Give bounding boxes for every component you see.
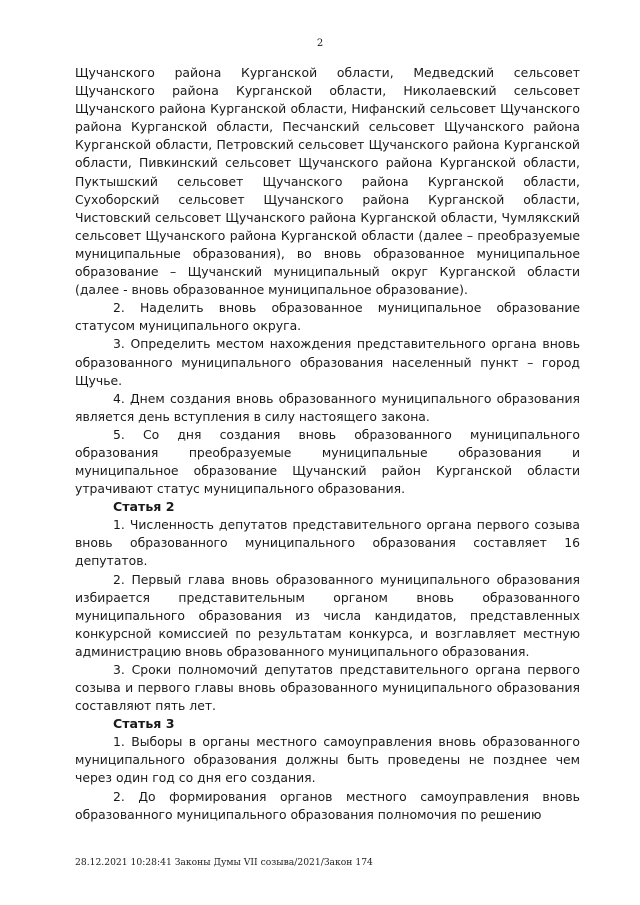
article1-item: 4. Днем создания вновь образованного муниципального образования является день вступления в силу настоящего закона. xyxy=(75,390,580,424)
article1-item: 3. Определить местом нахождения представительного органа вновь образованного муниципального образования населенный пункт – город Щучье. xyxy=(75,336,580,388)
document-body xyxy=(75,64,580,824)
article1-continuation-paragraph: Щучанского района Курганской области, Медведский сельсовет Щучанского района Курганской области, Николаевский сельсовет Щучанского района Курганской области, Нифанский сельсовет Щучанского района Курганской области, Песчанский сельсовет Щучанского района Курганской области, Петровский сельсовет Щучанского района Курганской области, Пивкинский сельсовет Щучанского района Курганской области, Пуктышский сельсовет Щучанского района Курганской области, Сухоборский сельсовет Щучанского района Курганской области, Чистовский сельсовет Щучанского района Курганской области, Чумлякский сельсовет Щучанского района Курганской области (далее – преобразуемые муниципальные образования), во вновь образованное муниципальное образование – Щучанский муниципальный округ Курганской области (далее - вновь образованное муниципальное образование). xyxy=(75,65,580,298)
page-number: 2 xyxy=(316,38,324,49)
article2-item: 3. Сроки полномочий депутатов представительного органа первого созыва и первого главы вновь образованного муниципального образования составляют пять лет. xyxy=(75,662,580,714)
article2-item: 2. Первый глава вновь образованного муниципального образования избирается представительным органом вновь образованного муниципального образования из числа кандидатов, представленных конкурсной комиссией по результатам конкурса, и возглавляет местную администрацию вновь образованного муниципального образования. xyxy=(75,571,580,659)
article2-heading: Статья 2 xyxy=(113,499,175,515)
article3-item: 2. До формирования органов местного самоуправления вновь образованного муниципального образования полномочия по решению xyxy=(75,788,580,822)
article2-item: 1. Численность депутатов представительного органа первого созыва вновь образованного муниципального образования составляет 16 депутатов. xyxy=(75,517,580,569)
article1-item: 2. Наделить вновь образованное муниципальное образование статусом муниципального округа. xyxy=(75,300,580,334)
document-footer: 28.12.2021 10:28:41 Законы Думы VII созыва/2021/Закон 174 xyxy=(75,857,373,868)
article1-item: 5. Со дня создания вновь образованного муниципального образования преобразуемые муниципальные образования и муниципальное образование Щучанский район Курганской области утрачивают статус муниципального образования. xyxy=(75,426,580,497)
article3-heading: Статья 3 xyxy=(113,716,175,732)
article3-item: 1. Выборы в органы местного самоуправления вновь образованного муниципального образования должны быть проведены не позднее чем через один год со дня его создания. xyxy=(75,734,580,786)
